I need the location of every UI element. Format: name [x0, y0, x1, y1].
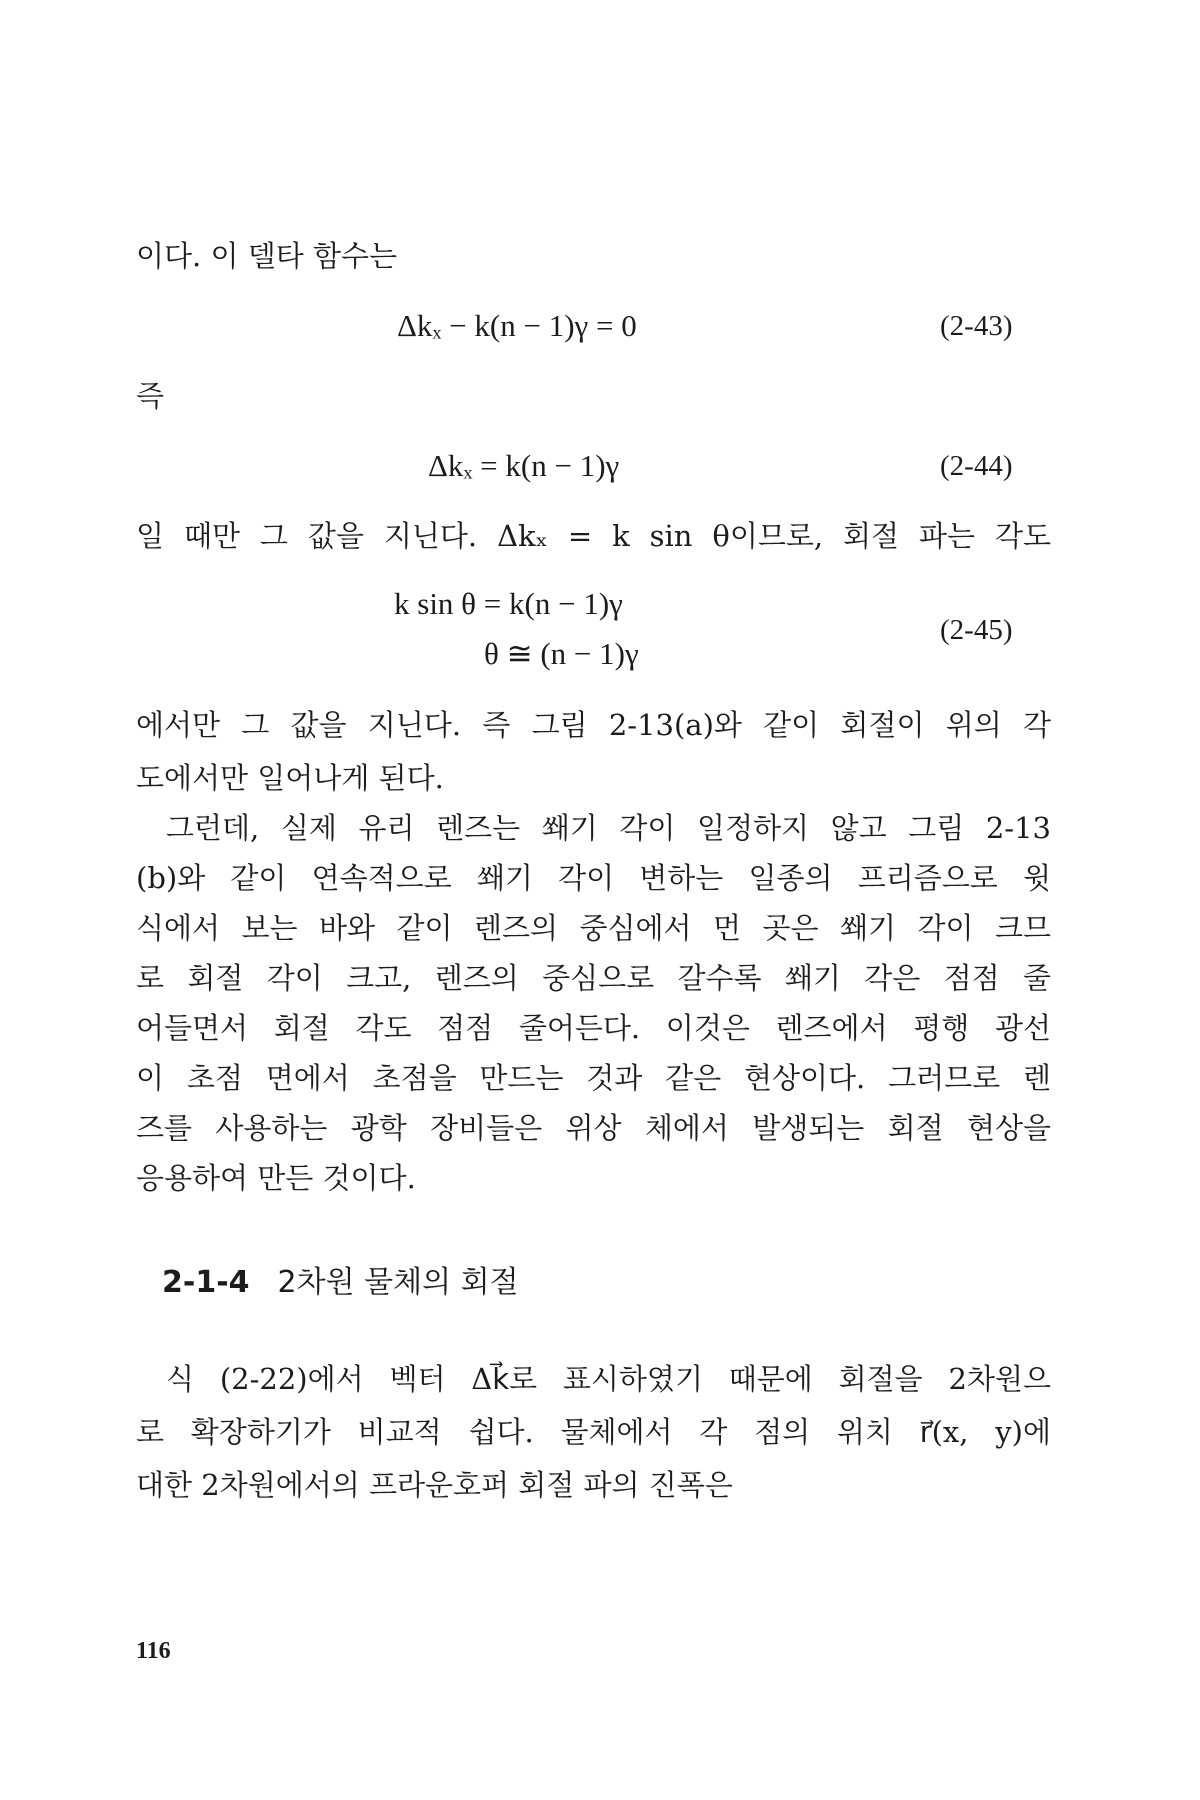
body-line: 식 (2-22)에서 벡터 Δk⃗로 표시하였기 때문에 회절을 2차원으 — [166, 1362, 1051, 1396]
body-line: 그런데, 실제 유리 렌즈는 쐐기 각이 일정하지 않고 그림 2-13 — [166, 811, 1051, 845]
body-line: 이 초점 면에서 초점을 만드는 것과 같은 현상이다. 그러므로 렌 — [136, 1061, 1051, 1095]
body-line: 이다. 이 델타 함수는 — [136, 239, 397, 273]
equation-2-45-line1: k sin θ = k(n − 1)γ — [394, 586, 623, 621]
body-line: 로 회절 각이 크고, 렌즈의 중심으로 갈수록 쐐기 각은 점점 줄 — [136, 961, 1051, 995]
page-number: 116 — [136, 1638, 171, 1664]
body-line: 식에서 보는 바와 같이 렌즈의 중심에서 먼 곳은 쐐기 각이 크므 — [136, 911, 1051, 945]
body-line: 에서만 그 값을 지닌다. 즉 그림 2-13(a)와 같이 회절이 위의 각 — [136, 708, 1051, 742]
body-line: 대한 2차원에서의 프라운호퍼 회절 파의 진폭은 — [136, 1468, 733, 1502]
body-line: 응용하여 만든 것이다. — [136, 1161, 416, 1195]
section-heading — [162, 1262, 519, 1304]
equation-2-43: Δkₓ − k(n − 1)γ = 0 — [397, 308, 637, 343]
body-line: 즉 — [136, 379, 165, 413]
body-line: (b)와 같이 연속적으로 쐐기 각이 변하는 일종의 프리즘으로 윗 — [136, 861, 1051, 895]
body-line: 도에서만 일어나게 된다. — [136, 761, 444, 795]
equation-number: (2-43) — [940, 310, 1013, 342]
section-title: 2차원 물체의 회절 — [277, 1265, 519, 1300]
equation-number: (2-44) — [940, 450, 1013, 482]
equation-number: (2-45) — [940, 614, 1013, 646]
body-line: 어들면서 회절 각도 점점 줄어든다. 이것은 렌즈에서 평행 광선 — [136, 1011, 1051, 1045]
equation-2-44: Δkₓ = k(n − 1)γ — [428, 448, 620, 483]
body-line: 즈를 사용하는 광학 장비들은 위상 체에서 발생되는 회절 현상을 — [136, 1111, 1051, 1145]
body-line: 일 때만 그 값을 지닌다. Δkₓ = k sin θ이므로, 회절 파는 각도 — [136, 519, 1051, 553]
equation-2-45-line2: θ ≅ (n − 1)γ — [484, 636, 639, 671]
body-line: 로 확장하기가 비교적 쉽다. 물체에서 각 점의 위치 r⃗(x, y)에 — [136, 1415, 1051, 1449]
section-number: 2-1-4 — [162, 1265, 250, 1300]
